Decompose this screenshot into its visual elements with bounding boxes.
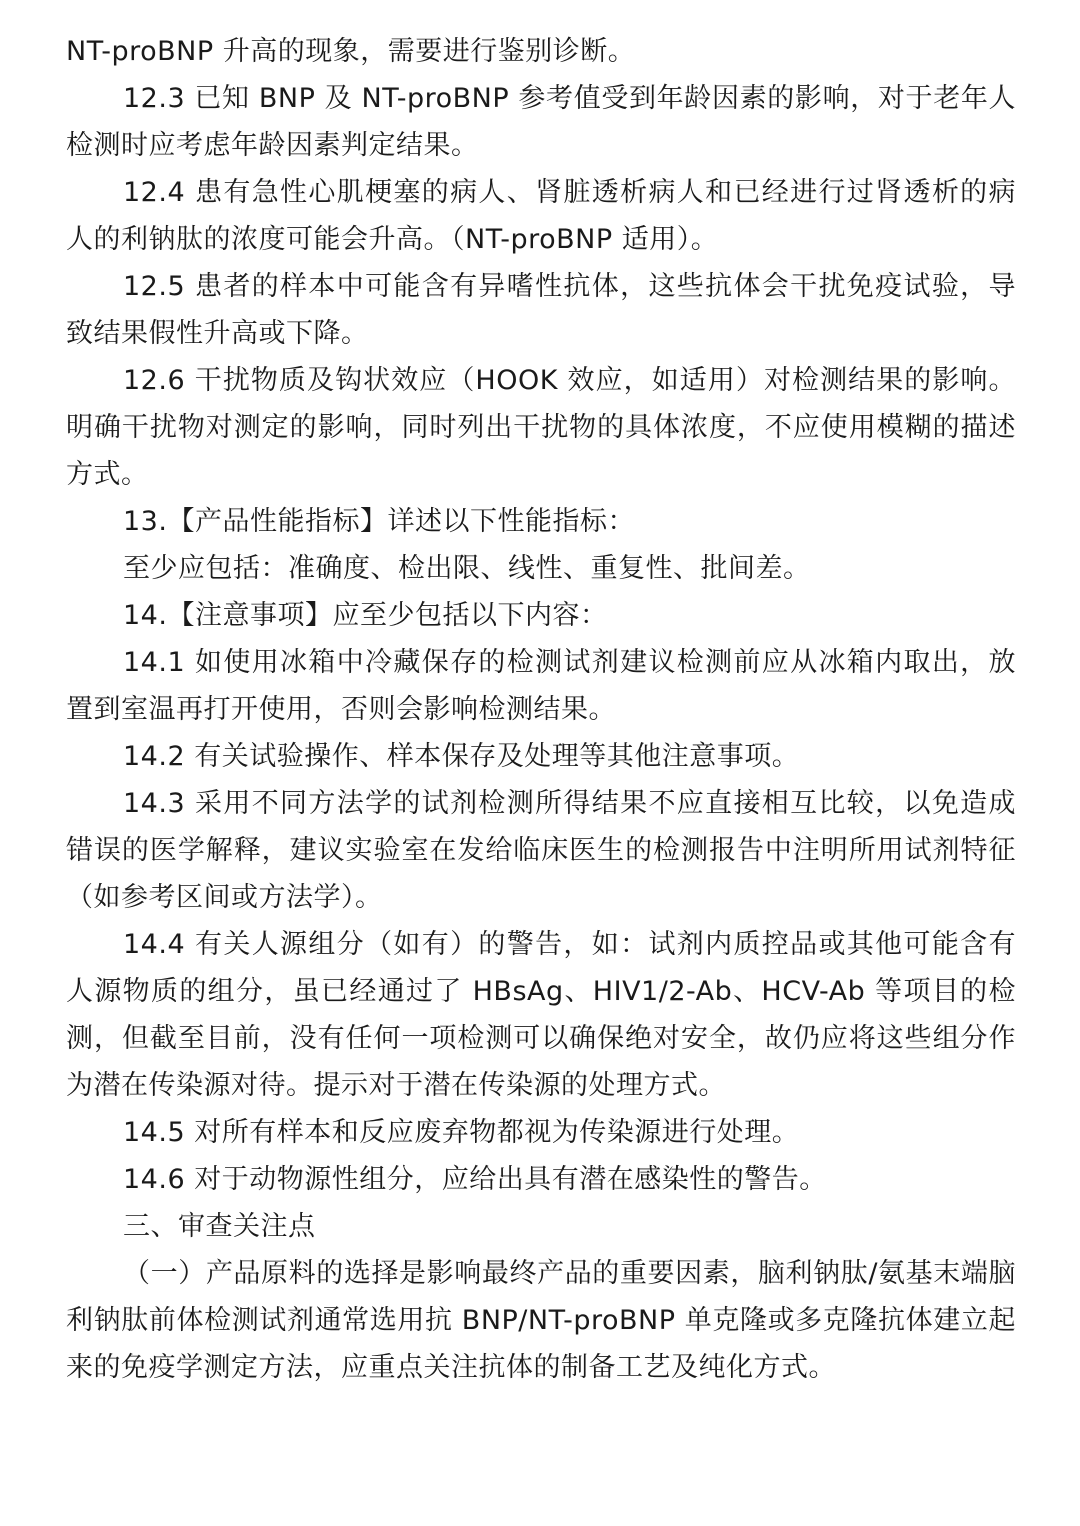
paragraph-14-6: 14.6 对于动物源性组分，应给出具有潜在感染性的警告。	[123, 1164, 827, 1195]
paragraph-14-1: 14.1 如使用冰箱中冷藏保存的检测试剂建议检测前应从冰箱内取出，放置到室温再打开使用，否则会影响检测结果。	[66, 647, 1016, 725]
section-heading-review-points: 三、审查关注点	[123, 1211, 316, 1242]
paragraph-14-4: 14.4 有关人源组分（如有）的警告，如：试剂内质控品或其他可能含有人源物质的组分，虽已经通过了 HBsAg、HIV1/2-Ab、HCV-Ab 等项目的检测，但截至目前，没有任何一项检测可以确保绝对安全，故仍应将这些组分作为潜在传染源对待。提示对于潜在传染源的处理方式。	[66, 929, 1016, 1101]
document-page	[66, 28, 1016, 1391]
paragraph-review-1: （一）产品原料的选择是影响最终产品的重要因素，脑利钠肽/氨基末端脑利钠肽前体检测试剂通常选用抗 BNP/NT-proBNP 单克隆或多克隆抗体建立起来的免疫学测定方法，应重点关注抗体的制备工艺及纯化方式。	[66, 1258, 1016, 1383]
paragraph-14-2: 14.2 有关试验操作、样本保存及处理等其他注意事项。	[123, 741, 800, 772]
heading-13-performance: 13.【产品性能指标】详述以下性能指标：	[123, 506, 635, 537]
paragraph-13-items: 至少应包括：准确度、检出限、线性、重复性、批间差。	[123, 553, 811, 584]
paragraph-12-5: 12.5 患者的样本中可能含有异嗜性抗体，这些抗体会干扰免疫试验，导致结果假性升高或下降。	[66, 271, 1016, 349]
paragraph-continuation: NT-proBNP 升高的现象，需要进行鉴别诊断。	[66, 36, 636, 67]
paragraph-12-6: 12.6 干扰物质及钩状效应（HOOK 效应，如适用）对检测结果的影响。明确干扰物对测定的影响，同时列出干扰物的具体浓度，不应使用模糊的描述方式。	[66, 365, 1016, 490]
paragraph-14-5: 14.5 对所有样本和反应废弃物都视为传染源进行处理。	[123, 1117, 800, 1148]
paragraph-14-3: 14.3 采用不同方法学的试剂检测所得结果不应直接相互比较，以免造成错误的医学解释，建议实验室在发给临床医生的检测报告中注明所用试剂特征（如参考区间或方法学）。	[66, 788, 1016, 913]
paragraph-12-3: 12.3 已知 BNP 及 NT-proBNP 参考值受到年龄因素的影响，对于老年人检测时应考虑年龄因素判定结果。	[66, 83, 1016, 161]
heading-14-precautions: 14.【注意事项】应至少包括以下内容：	[123, 600, 608, 631]
paragraph-12-4: 12.4 患有急性心肌梗塞的病人、肾脏透析病人和已经进行过肾透析的病人的利钠肽的浓度可能会升高。（NT-proBNP 适用）。	[66, 177, 1016, 255]
